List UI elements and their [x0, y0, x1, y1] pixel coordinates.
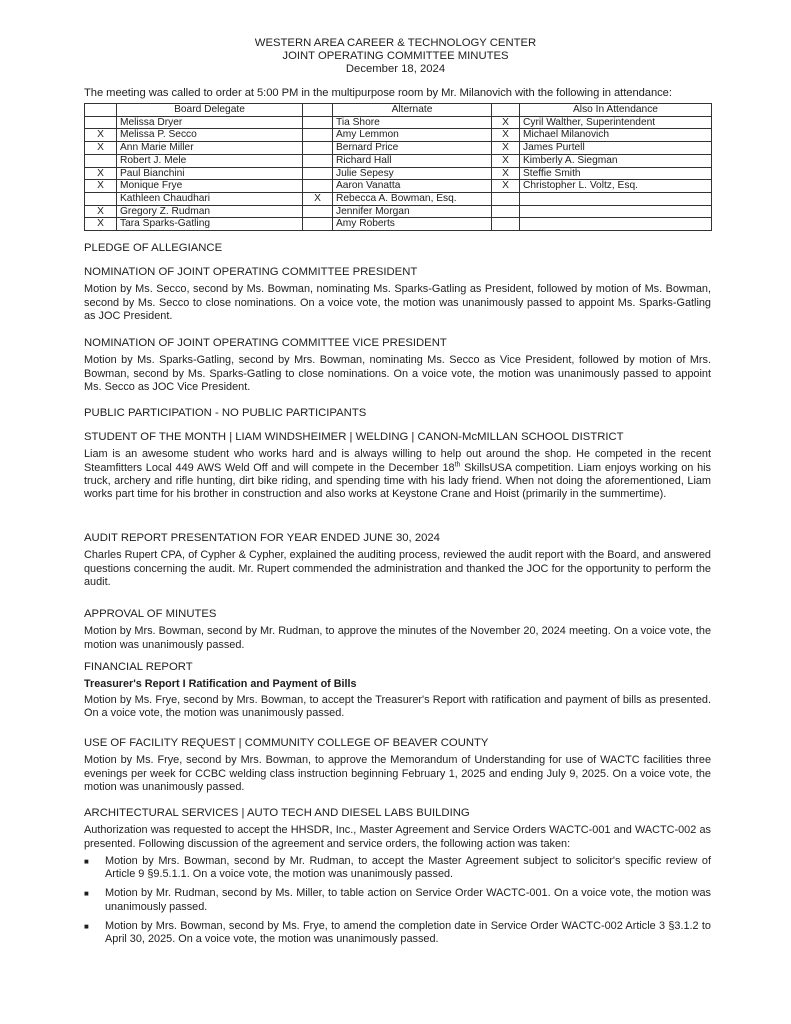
attendee-name: Cyril Walther, Superintendent — [520, 116, 712, 129]
delegate-present-mark — [85, 154, 117, 167]
section-approval-of-minutes — [84, 608, 711, 652]
section-vice-president-nomination — [84, 337, 711, 394]
header-mark-2 — [303, 104, 333, 117]
attendee-present-mark: X — [492, 154, 520, 167]
alternate-name: Amy Lemmon — [333, 129, 492, 142]
alternate-present-mark — [303, 218, 333, 231]
alternate-name: Amy Roberts — [333, 218, 492, 231]
attendance-row — [85, 142, 712, 155]
attendee-present-mark: X — [492, 116, 520, 129]
attendee-name: Steffie Smith — [520, 167, 712, 180]
attendee-present-mark: X — [492, 142, 520, 155]
attendee-name — [520, 218, 712, 231]
attendee-name: Michael Milanovich — [520, 129, 712, 142]
attendee-present-mark — [492, 205, 520, 218]
attendance-row — [85, 180, 712, 193]
delegate-present-mark: X — [85, 142, 117, 155]
attendee-name: Christopher L. Voltz, Esq. — [520, 180, 712, 193]
delegate-name: Melissa P. Secco — [117, 129, 303, 142]
section-financial-report — [84, 661, 711, 720]
attendee-name — [520, 192, 712, 205]
list-item-text: Motion by Mrs. Bowman, second by Ms. Frye, to amend the completion date in Service Order WACTC-002 Article 3 §3.1.2 to April 30, 2025. On a voice vote, the motion was unanimously passed. — [105, 920, 711, 946]
header-board-delegate: Board Delegate — [117, 104, 303, 117]
section-heading: STUDENT OF THE MONTH | LIAM WINDSHEIMER | WELDING | CANON-McMILLAN SCHOOL DISTRICT — [84, 431, 624, 443]
document-title: JOINT OPERATING COMMITTEE MINUTES — [282, 50, 509, 62]
attendee-present-mark — [492, 192, 520, 205]
alternate-name: Richard Hall — [333, 154, 492, 167]
attendee-present-mark: X — [492, 167, 520, 180]
square-bullet-icon: ■ — [84, 856, 89, 866]
section-heading: APPROVAL OF MINUTES — [84, 608, 217, 620]
delegate-name: Kathleen Chaudhari — [117, 192, 303, 205]
list-item — [84, 920, 711, 947]
section-body — [84, 448, 711, 501]
delegate-present-mark: X — [85, 205, 117, 218]
header-also-in-attendance: Also In Attendance — [520, 104, 712, 117]
section-heading: ARCHITECTURAL SERVICES | AUTO TECH AND DIESEL LABS BUILDING — [84, 807, 470, 819]
alternate-present-mark: X — [303, 192, 333, 205]
alternate-present-mark — [303, 142, 333, 155]
section-subheading: Treasurer's Report I Ratification and Payment of Bills — [84, 678, 357, 691]
delegate-name: Tara Sparks-Gatling — [117, 218, 303, 231]
document-header — [0, 37, 791, 76]
section-heading: PUBLIC PARTICIPATION - NO PUBLIC PARTICIPANTS — [84, 407, 367, 419]
alternate-name: Rebecca A. Bowman, Esq. — [333, 192, 492, 205]
attendee-present-mark: X — [492, 129, 520, 142]
list-item — [84, 887, 711, 914]
section-body: Motion by Ms. Sparks-Gatling, second by Mrs. Bowman, nominating Ms. Secco as Vice President, followed by motion of Mrs. Bowman, second by Ms. Sparks-Gatling to close nominations. On a voice vote, the motion was unanimously passed to appoint Ms. Secco as JOC Vice President. — [84, 354, 711, 393]
list-item — [84, 855, 711, 882]
section-audit-report — [84, 532, 711, 589]
alternate-present-mark — [303, 180, 333, 193]
alternate-name: Aaron Vanatta — [333, 180, 492, 193]
section-heading: NOMINATION OF JOINT OPERATING COMMITTEE VICE PRESIDENT — [84, 337, 447, 349]
attendance-row — [85, 192, 712, 205]
section-heading: AUDIT REPORT PRESENTATION FOR YEAR ENDED JUNE 30, 2024 — [84, 532, 440, 544]
delegate-name: Ann Marie Miller — [117, 142, 303, 155]
attendance-row — [85, 218, 712, 231]
attendee-name: Kimberly A. Siegman — [520, 154, 712, 167]
section-heading: NOMINATION OF JOINT OPERATING COMMITTEE PRESIDENT — [84, 266, 418, 278]
alternate-name: Jennifer Morgan — [333, 205, 492, 218]
section-president-nomination — [84, 266, 711, 323]
delegate-present-mark — [85, 192, 117, 205]
header-mark-1 — [85, 104, 117, 117]
list-item-text: Motion by Mrs. Bowman, second by Mr. Rudman, to accept the Master Agreement subject to solicitor's specific review of Article 9 §9.5.1.1. On a voice vote, the motion was unanimously passed. — [105, 854, 711, 881]
section-body: Authorization was requested to accept the HHSDR, Inc., Master Agreement and Service Orders WACTC-001 and WACTC-002 as presented. Following discussion of the agreement and service orders, the following action was taken: — [84, 824, 711, 850]
delegate-present-mark: X — [85, 180, 117, 193]
alternate-present-mark — [303, 167, 333, 180]
attendee-present-mark: X — [492, 180, 520, 193]
section-student-of-month — [84, 431, 711, 501]
section-heading: PLEDGE OF ALLEGIANCE — [84, 242, 223, 254]
delegate-name: Monique Frye — [117, 180, 303, 193]
section-architectural-services — [84, 807, 711, 953]
body-text: Liam is an awesome student who works hard and is always willing to help out around the shop. He competed in the recent Steamfitters Local 449 AWS Weld Off and will compete in the December 18 — [84, 448, 711, 474]
attendance-row — [85, 205, 712, 218]
meeting-date: December 18, 2024 — [345, 63, 446, 75]
attendance-table — [84, 103, 712, 231]
attendance-row — [85, 154, 712, 167]
alternate-present-mark — [303, 116, 333, 129]
attendance-row — [85, 167, 712, 180]
ordinal-suffix: th — [454, 460, 461, 468]
section-facility-request — [84, 737, 711, 794]
attendee-name: James Purtell — [520, 142, 712, 155]
delegate-present-mark: X — [85, 167, 117, 180]
list-item-text: Motion by Mr. Rudman, second by Ms. Miller, to table action on Service Order WACTC-001. On a voice vote, the motion was unanimously passed. — [105, 887, 711, 913]
header-alternate: Alternate — [333, 104, 492, 117]
header-mark-3 — [492, 104, 520, 117]
attendee-name — [520, 205, 712, 218]
delegate-name: Robert J. Mele — [117, 154, 303, 167]
attendee-present-mark — [492, 218, 520, 231]
square-bullet-icon: ■ — [84, 889, 89, 899]
section-body: Motion by Ms. Frye, second by Mrs. Bowman, to approve the Memorandum of Understanding for use of WACTC facilities three evenings per week for CCBC welding class instruction beginning February 1, 2025 and ending July 9, 2025. On a voice vote, the motion was unanimously passed. — [84, 754, 711, 793]
section-body: Motion by Mrs. Bowman, second by Mr. Rudman, to approve the minutes of the November 20, 2024 meeting. On a voice vote, the motion was unanimously passed. — [84, 625, 711, 651]
section-heading: FINANCIAL REPORT — [84, 661, 193, 673]
alternate-present-mark — [303, 129, 333, 142]
section-body: Charles Rupert CPA, of Cypher & Cypher, explained the auditing process, reviewed the audit report with the Board, and answered questions concerning the audit. Mr. Rupert commended the administration and thanked the JOC for the opportunity to perform the audit. — [84, 549, 711, 588]
alternate-name: Julie Sepesy — [333, 167, 492, 180]
alternate-present-mark — [303, 205, 333, 218]
section-body: Motion by Ms. Frye, second by Mrs. Bowman, to accept the Treasurer's Report with ratification and payment of bills as presented. On a voice vote, the motion was unanimously passed. — [84, 693, 711, 719]
body-text: SkillsUSA competition. Liam enjoys working on his truck, archery and rifle hunting, dirt bike riding, and spending time with his lady friend. When not doing the aforementioned, Liam works part time for his brother in construction and also works at Keystone Crane and Hoist (primarily in the summertime). — [84, 461, 711, 501]
delegate-present-mark: X — [85, 129, 117, 142]
section-pledge — [84, 242, 711, 255]
section-body: Motion by Ms. Secco, second by Ms. Bowman, nominating Ms. Sparks-Gatling as President, followed by motion of Ms. Bowman, second by Ms. Secco to close nominations. On a voice vote, the motion was unanimously passed to appoint Ms. Sparks-Gatling as JOC President. — [84, 283, 711, 322]
section-public-participation — [84, 407, 711, 420]
org-name: WESTERN AREA CAREER & TECHNOLOGY CENTER — [254, 37, 537, 49]
delegate-name: Gregory Z. Rudman — [117, 205, 303, 218]
section-heading: USE OF FACILITY REQUEST | COMMUNITY COLLEGE OF BEAVER COUNTY — [84, 737, 489, 749]
attendance-header-row — [85, 104, 712, 117]
square-bullet-icon: ■ — [84, 922, 89, 932]
intro-text: The meeting was called to order at 5:00 PM in the multipurpose room by Mr. Milanovich with the following in attendance: — [84, 87, 672, 99]
alternate-name: Tia Shore — [333, 116, 492, 129]
motion-list — [84, 855, 711, 947]
delegate-present-mark — [85, 116, 117, 129]
delegate-name: Paul Bianchini — [117, 167, 303, 180]
attendance-row — [85, 116, 712, 129]
alternate-present-mark — [303, 154, 333, 167]
alternate-name: Bernard Price — [333, 142, 492, 155]
delegate-name: Melissa Dryer — [117, 116, 303, 129]
attendance-row — [85, 129, 712, 142]
delegate-present-mark: X — [85, 218, 117, 231]
